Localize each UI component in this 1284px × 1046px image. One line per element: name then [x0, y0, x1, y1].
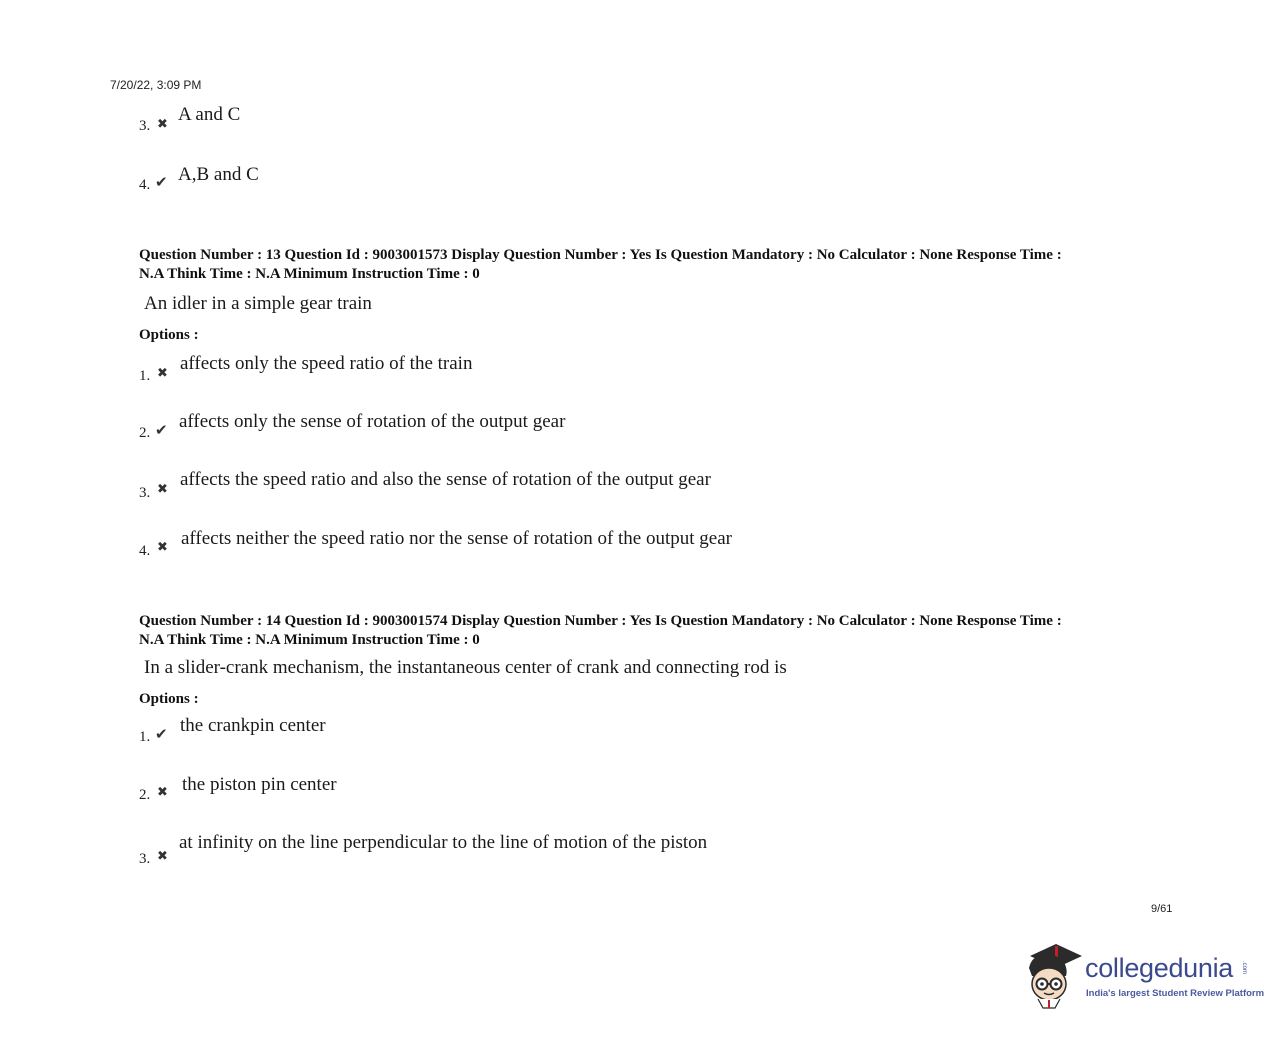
options-label: Options : — [139, 327, 199, 343]
logo-wordmark: collegedunia — [1085, 953, 1234, 983]
option-number: 2. — [139, 425, 151, 441]
wrong-mark-icon: ✖ — [157, 366, 168, 381]
question-meta-line: Question Number : 14 Question Id : 9003001574 Display Question Number : Yes Is Question Mandatory : No Calculator : None Response Time : — [139, 613, 1062, 629]
wrong-mark-icon: ✖ — [157, 540, 168, 555]
option-text: affects the speed ratio and also the sense of rotation of the output gear — [180, 469, 711, 490]
option-number: 3. — [139, 118, 151, 134]
question-meta-line: Question Number : 13 Question Id : 9003001573 Display Question Number : Yes Is Question Mandatory : No Calculator : None Response Time : — [139, 247, 1062, 263]
question-text: An idler in a simple gear train — [144, 293, 372, 314]
logo-tagline: India's largest Student Review Platform — [1086, 988, 1265, 999]
option-text: affects only the sense of rotation of the output gear — [179, 411, 566, 432]
mascot-icon — [1024, 940, 1084, 1010]
option-text: the piston pin center — [182, 774, 337, 795]
collegedunia-logo — [1024, 940, 1264, 1012]
question-meta-line: N.A Think Time : N.A Minimum Instruction Time : 0 — [139, 632, 480, 648]
wrong-mark-icon: ✖ — [157, 482, 168, 497]
correct-check-icon: ✔ — [155, 725, 168, 743]
option-number: 3. — [139, 485, 151, 501]
option-number: 2. — [139, 787, 151, 803]
option-number: 4. — [139, 177, 151, 193]
option-text: affects only the speed ratio of the train — [180, 353, 473, 374]
question-text: In a slider-crank mechanism, the instantaneous center of crank and connecting rod is — [144, 657, 787, 678]
option-number: 3. — [139, 851, 151, 867]
question-meta — [139, 246, 1159, 284]
option-number: 1. — [139, 368, 151, 384]
wrong-mark-icon: ✖ — [157, 117, 168, 132]
option-text: the crankpin center — [180, 715, 326, 736]
question-meta — [139, 612, 1159, 650]
option-text: at infinity on the line perpendicular to the line of motion of the piston — [179, 832, 708, 853]
wrong-mark-icon: ✖ — [157, 785, 168, 800]
print-timestamp: 7/20/22, 3:09 PM — [110, 78, 202, 92]
logo-domain-suffix: .com — [1241, 961, 1247, 975]
option-text: A,B and C — [178, 164, 259, 185]
options-label: Options : — [139, 691, 199, 707]
option-number: 4. — [139, 543, 151, 559]
option-number: 1. — [139, 729, 151, 745]
correct-check-icon: ✔ — [155, 173, 168, 191]
wrong-mark-icon: ✖ — [157, 849, 168, 864]
correct-check-icon: ✔ — [155, 421, 168, 439]
page-number: 9/61 — [1151, 903, 1173, 915]
option-text: affects neither the speed ratio nor the sense of rotation of the output gear — [181, 528, 732, 549]
option-text: A and C — [178, 104, 241, 125]
question-meta-line: N.A Think Time : N.A Minimum Instruction Time : 0 — [139, 266, 480, 282]
